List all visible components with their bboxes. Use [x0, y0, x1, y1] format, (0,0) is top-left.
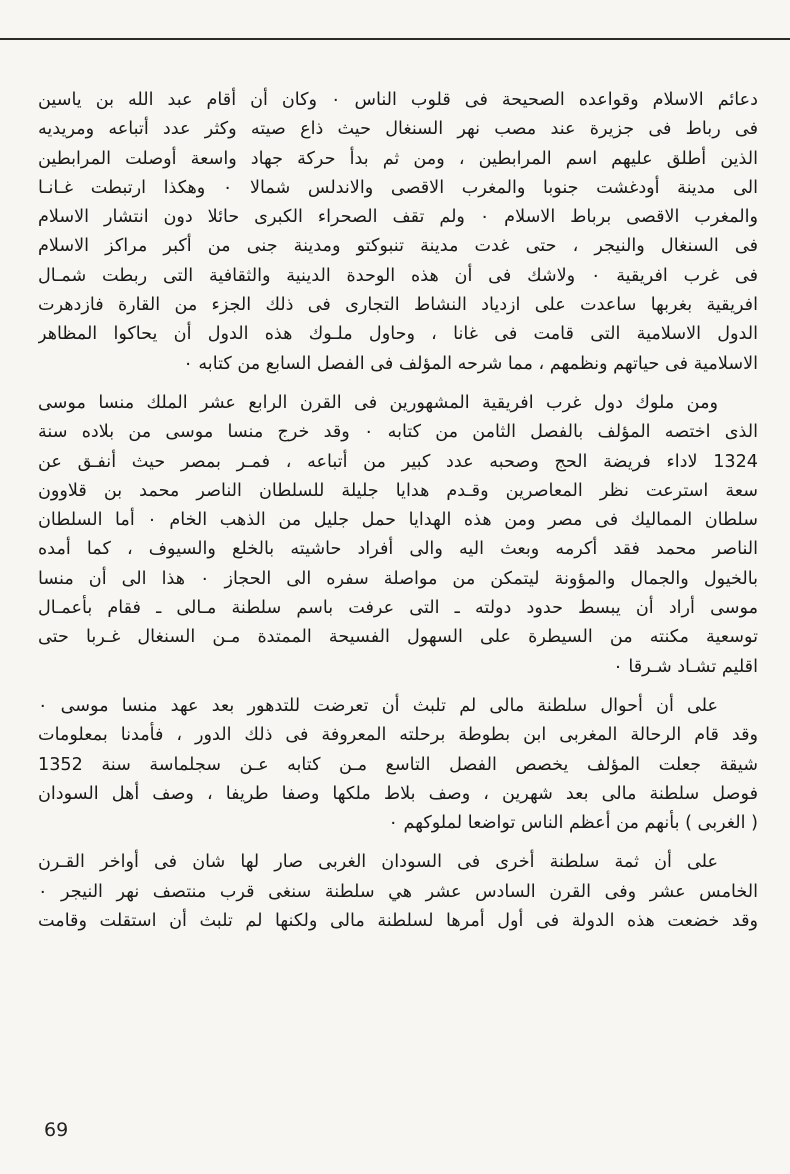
text-line: الاسلامية فى حياتهم ونظمهم ، مما شرحه المؤلف فى الفصل السابع من كتابه ٠: [183, 353, 758, 374]
body-text: [38, 86, 758, 936]
text-line: افريقية بغربها ساعدت على ازدياد النشاط التجارى فى ذلك الجزء من القارة فازدهرت: [38, 295, 758, 316]
text-line: موسى أراد أن يبسط حدود دولته ـ التى عرفت باسم سلطنة مـالى ـ فقام بأعمـال: [38, 598, 758, 619]
text-line: سلطان المماليك فى مصر ومن هذه الهدايا حمل جليل من الذهب الخام ٠ أما السلطان: [38, 510, 758, 531]
paragraph-2: [38, 389, 758, 682]
text-line: 1324 لاداء فريضة الحج وصحبه عدد كبير من أتباعه ، فمـر بمصر حيث أنفـق عن: [38, 451, 758, 472]
text-line: الدول الاسلامية التى قامت فى غانا ، وحاول ملـوك هذه الدول أن يحاكوا المظاهر: [38, 324, 758, 345]
text-line: الذى اختصه المؤلف بالفصل الثامن من كتابه ٠ وقد خرج منسا موسى من بلاده سنة: [38, 422, 758, 443]
text-line: فى رباط فى جزيرة عند مصب نهر السنغال حيث ذاع صيته وكثر عدد أتباعه ومريديه: [38, 119, 758, 140]
text-line: ( الغربى ) بأنهم من أعظم الناس تواضعا لملوكهم ٠: [388, 813, 758, 834]
text-line: على أن ثمة سلطنة أخرى فى السودان الغربى صار لها شان فى أواخر القـرن: [38, 852, 718, 873]
text-line: شيقة جعلت المؤلف يخصص الفصل التاسع مـن كتابه عـن سجلماسة سنة 1352: [38, 754, 758, 775]
text-line: الخامس عشر وفى القرن السادس عشر هي سلطنة سنغى قرب منتصف نهر النيجر ٠: [38, 881, 758, 902]
paragraph-3: [38, 692, 758, 838]
text-line: وقد قام الرحالة المغربى ابن بطوطة برحلته المعروفة فى ذلك الدور ، فأمدنا بمعلومات: [38, 725, 758, 746]
page-number: 69: [44, 1119, 69, 1141]
header-rule: [0, 38, 790, 40]
text-line: ومن ملوك دول غرب افريقية المشهورين فى القرن الرابع عشر الملك منسا موسى: [38, 392, 718, 413]
text-line: سعة استرعت نظر المعاصرين وقـدم هدايا جليلة للسلطان الناصر محمد بن قلاوون: [38, 480, 758, 501]
text-line: اقليم تشـاد شـرقا ٠: [613, 656, 758, 677]
text-line: فوصل سلطنة مالى بعد شهرين ، وصف بلاط ملكها وصفا طريفا ، وصف أهل السودان: [38, 783, 758, 804]
text-line: الى مدينة أودغشت جنوبا والمغرب الاقصى والاندلس شمالا ٠ وهكذا ارتبطت غـانـا: [38, 177, 758, 198]
text-line: دعائم الاسلام وقواعده الصحيحة فى قلوب الناس ٠ وكان أن أقام عبد الله بن ياسين: [38, 90, 758, 110]
text-line: الناصر محمد فقد أكرمه وبعث اليه والى أفراد حاشيته بالخلع والسيوف ، كما أمده: [38, 539, 758, 560]
paragraph-4: [38, 848, 758, 936]
text-line: والمغرب الاقصى برباط الاسلام ٠ ولم تقف الصحراء الكبرى حائلا دون انتشار الاسلام: [38, 207, 758, 228]
text-line: على أن أحوال سلطنة مالى لم تلبث أن تعرضت للتدهور بعد عهد منسا موسى ٠: [38, 695, 718, 716]
text-line: توسعية مكنته من السيطرة على السهول الفسيحة الممتدة مـن السنغال غـربا حتى: [38, 627, 758, 648]
text-line: الذين أطلق عليهم اسم المرابطين ، ومن ثم بدأ حركة جهاد واسعة أوصلت المرابطين: [38, 148, 758, 169]
text-line: فى السنغال والنيجر ، حتى غدت مدينة تنبوكتو ومدينة جنى من أكبر مراكز الاسلام: [38, 236, 758, 257]
paragraph-1: [38, 86, 758, 379]
text-line: بالخيول والجمال والمؤونة ليتمكن من مواصلة سفره الى الحجاز ٠ هذا الى أن منسا: [38, 568, 758, 589]
text-line: وقد خضعت هذه الدولة فى أول أمرها لسلطنة مالى ولكنها لم تلبث أن استقلت وقامت: [38, 911, 758, 932]
text-line: فى غرب افريقية ٠ ولاشك فى أن هذه الوحدة الدينية والثقافية التى ربطت شمـال: [38, 265, 758, 286]
